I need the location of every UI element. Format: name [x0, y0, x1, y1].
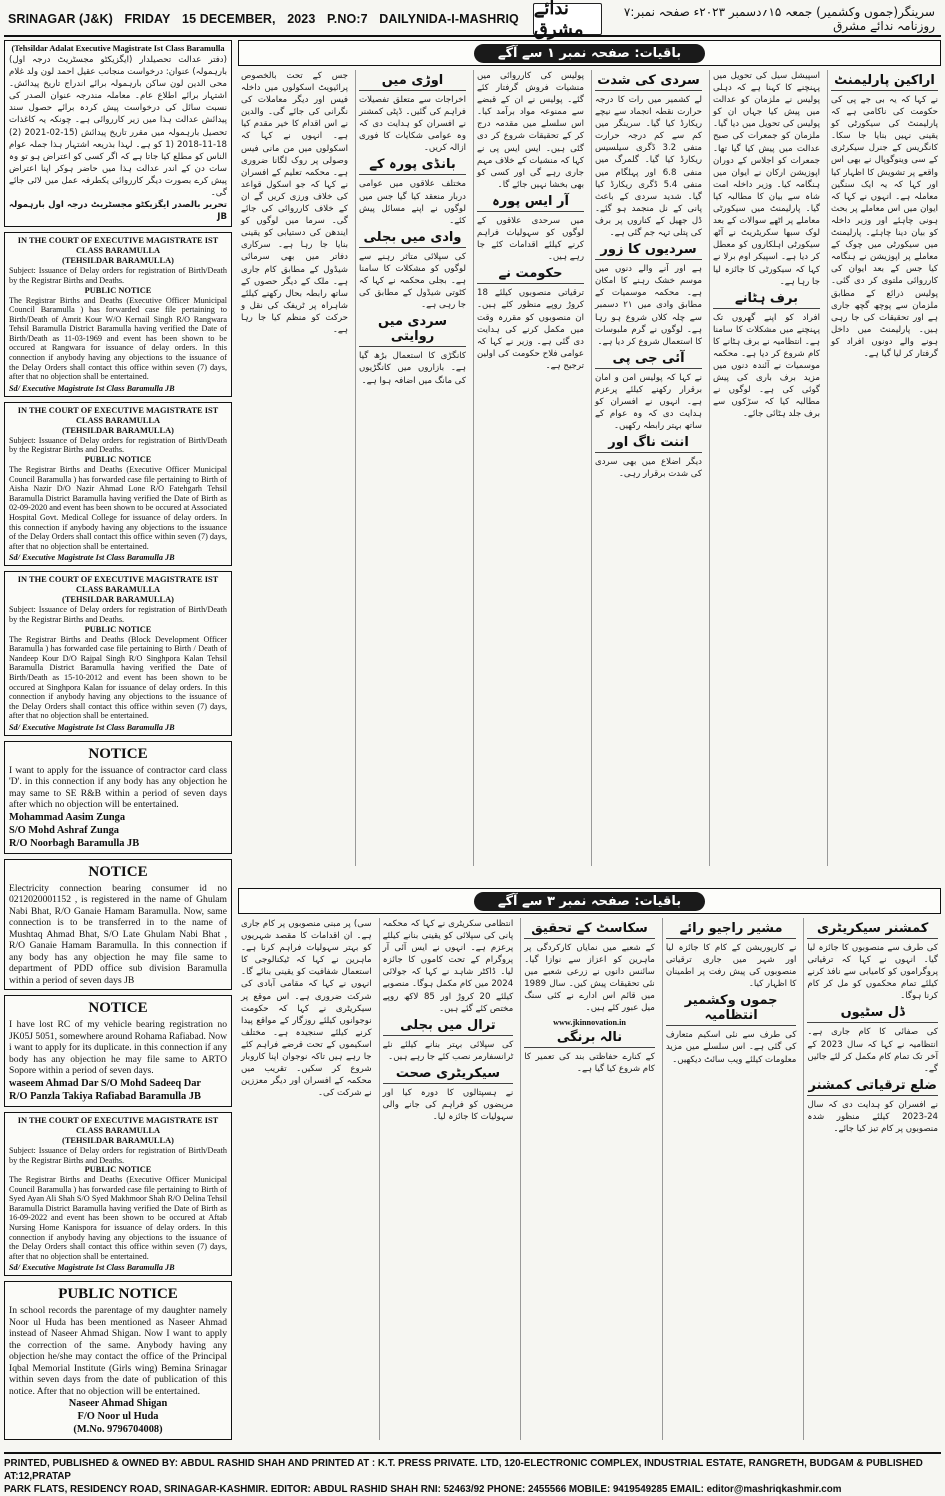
court-heading: CLASS BARAMULLA: [76, 415, 160, 425]
notice-body: (دفتر عدالت تحصیلدار (ایگزیکٹو مجسٹریٹ درجہ اول) بارہمولہ) عنوان: درخواست منجانب عقیل احمد لون ولد غلام محی الدین لون ساکن بارہمولہ برائے اندراج تاریخ پیدائش۔ اشتہار برائے اطلاع عام۔ معاملہ مندرجہ عنوان الصدر کی نسبت سائل کی درخواست پیش کردہ برائے حصول سند پیدائش عدالت ہذا میں زیر کارروائی ہے۔ چونکہ یہ کاغذات تحصیل بارہمولہ میں مقرر تاریخ پیدائش (15-02-2021 (2) 18-11-2018 (1 کو ہے۔ لہذا بذریعہ اشتہار ہذا جملہ عوام الناس کو مطلع کیا جاتا ہے کہ اگر کسی کو اعتراض ہو تو وہ سات دن کے اندر عدالت ہذا میں حاضر ہوکر اپنا اعتراض پیش کرے بصورت دیگر کارروائی یکطرفہ عمل میں لائی جائے گی۔: [9, 55, 228, 199]
article-headline: اراکین پارلیمنٹ: [831, 73, 938, 91]
court-heading: (TEHSILDAR BARAMULLA): [62, 595, 174, 605]
rc-lost-notice: [4, 995, 232, 1107]
notice-body: I have lost RC of my vehicle bearing registration no JK05J 5051, somewhere around Rohama Rafiabad. Now i want to apply for its duplicate. in this connection if any body has any objection he may file same to ARTO Sopore within a period of seven days.: [9, 1019, 227, 1077]
article-text: کے کنارے حفاظتی بند کی تعمیر کا کام شروع کیا گیا ہے۔: [524, 1052, 655, 1075]
article-text: کے شعبے میں نمایاں کارکردگی پر ماہرین کو اعزاز سے نوازا گیا۔ سائنس دانوں نے زرعی شعبے میں نئی تحقیقات پیش کیں۔ سال 1989 میں قائم اس ادارے نے کئی سنگ میل عبور کئے ہیں۔: [524, 943, 655, 1014]
applicant-name: Mohammad Aasim Zunga: [9, 811, 126, 823]
tehsildar-urdu-notice: [4, 40, 232, 227]
website-link[interactable]: www.jkinnovation.in: [553, 1017, 626, 1027]
imprint-line-2: PARK FLATS, RESIDENCY ROAD, SRINAGAR-KASHMIR. EDITOR: ABDUL RASHID SHAH RNI: 52463/92 PHONE: 2455566 MOBILE: 9419549285 EMAIL: editor@mashriqkashmir.com: [4, 1484, 842, 1495]
masthead-page-no: P.NO:7: [326, 12, 368, 26]
article-headline: نالہ برنگی: [524, 1030, 655, 1048]
article-text: انتظامی سکریٹری نے کہا کہ محکمہ پانی کی سپلائی کو یقینی بنانے کیلئے پرعزم ہے۔ انہوں نے ایس آئی آر پروگرام کے تحت کاموں کا جائزہ لیا۔ ڈاکٹر شاہد نے کہا کہ جولائی 2024 میں کام مکمل ہوگا۔ منصوبے کیلئے 20 کروڑ اور 85 لاکھ روپے مختص کئے گئے ہیں۔: [382, 919, 514, 1014]
applicant-address: R/O Panzla Takiya Rafiabad Baramulla JB: [9, 1090, 201, 1102]
article-headline: آئی جی پی: [595, 351, 702, 369]
public-notice-school: [4, 1281, 232, 1440]
public-notice-label: PUBLIC NOTICE: [84, 1165, 152, 1175]
court-notice-1: [4, 232, 232, 397]
article-column: [379, 918, 517, 1440]
article-headline: مشیر راجیو رائے: [666, 921, 797, 939]
article-column: [520, 918, 658, 1440]
article-headline: اننت ناگ اور: [595, 435, 702, 453]
article-text: افراد کو اپنے گھروں تک پہنچنے میں مشکلات کا سامنا ہے۔ انتظامیہ نے برف ہٹانے کا کام شروع کر دیا ہے۔ محکمہ موسمیات نے آئندہ دنوں میں مزید برف باری کی پیش گوئی کی ہے۔ لوگوں نے مطالبہ کیا کہ سڑکوں سے برف جلد ہٹائی جائے۔: [713, 312, 820, 420]
notice-body: In school records the parentage of my daughter namely Noor ul Huda has been mentioned as Naseer Ahmad instead of Naseer Ahmad Shigan. Now I want to apply the correction of the same. Anybody having any objection he/she may contact the office of the Principal Iqbal Memorial Institute (Girls wing) Bemina Srinagar within seven days from the date of publication of this notice. After that no objection will be entertained.: [9, 1305, 227, 1397]
court-body: The Registrar Births and Deaths (Block Development Officer Baramulla ) has forwarded case file pertaining to Birth / Death of Nandeep Kour D/O Rajpal Singh R/O Singhpora Kalan Tehsil Baramulla District Baramulla having verified the Date of Birth/Death as 15-10-2012 and event has been shown to be occured at Singhpora Kalan for issuance of delay orders. In this connection if anybody having any objections to the issuance of the Delay Orders shall contact this office within seven (7) days, after that no objection shall be entertained.: [9, 634, 227, 721]
notice-heading: (Tehsildar Adalat Executive Magistrate Ist Class Baramulla: [11, 44, 225, 53]
article-headline: ڈل سٹیوں: [807, 1005, 938, 1023]
article-headline: حکومت نے: [477, 266, 584, 284]
article-text: ہے اور آنے والے دنوں میں موسم خشک رہنے کا امکان ہے۔ محکمہ موسمیات کے مطابق وادی میں ۲۱ دسمبر سے چلہ کلاں شروع ہو رہا ہے۔ لوگوں نے گرم ملبوسات کا استعمال شروع کر دیا ہے۔: [595, 264, 703, 347]
article-headline: وادی میں بجلی: [359, 230, 466, 248]
court-subject: Subject: Issuance of Delay orders for registration of Birth/Death by the Registrar Births and Deaths.: [9, 266, 227, 285]
court-heading: IN THE COURT OF EXECUTIVE MAGISTRATE IST: [17, 575, 219, 585]
court-heading: (TEHSILDAR BARAMULLA): [62, 425, 174, 435]
article-headline: ترال میں بجلی: [383, 1018, 514, 1036]
article-headline: سردی میں روایتی: [359, 314, 466, 347]
notice-signature: تحریر بالصدر ایگزیکٹو مجسٹریٹ درجہ اول بارہمولہ JB: [9, 200, 227, 223]
article-headline: جموں وکشمیر انتظامیہ: [666, 993, 797, 1026]
article-headline: آر ایس پورہ: [477, 194, 584, 212]
section-banner-label: باقیات: صفحہ نمبر ۳ سے آگے: [474, 892, 705, 911]
applicant-parent: F/O Noor ul Huda: [77, 1411, 159, 1423]
imprint-line-1: PRINTED, PUBLISHED & OWNED BY: ABDUL RASHID SHAH AND PRINTED AT : K.T. PRESS PRIVATE. LTD, 120-ELECTRONIC COMPLEX, INDUSTRIAL ESTATE, RANGRETH, BUDGAM & PUBLISHED AT:12,PRATAP: [4, 1458, 923, 1482]
court-notice-3: [4, 571, 232, 736]
article-text: مختلف علاقوں میں عوامی دربار منعقد کیا گیا جس میں لوگوں نے اپنے مسائل پیش کئے۔: [359, 179, 466, 226]
court-heading: CLASS BARAMULLA: [76, 246, 160, 256]
article-text: کی صفائی کا کام جاری ہے۔ انتظامیہ نے کہا کہ سال 2023 کے آخر تک تمام کام مکمل کر لئے جائیں گے۔: [807, 1027, 938, 1074]
article-text: لے کشمیر میں رات کا درجہ حرارت نقطہ انجماد سے نیچے ریکارڈ کیا گیا۔ سرینگر میں کم سے کم درجہ حرارت منفی 3.2 ڈگری سیلسیس ریکارڈ کیا گیا۔ گلمرگ میں منفی 6.8 اور پہلگام میں منفی 5.4 ڈگری ریکارڈ کیا گیا۔ شدید سردی کے باعث پانی کے نل منجمد ہو گئے۔ ڈل جھیل کے کناروں پر برف کی پتلی تہہ جم گئی ہے۔: [595, 95, 702, 239]
public-notice-label: PUBLIC NOTICE: [84, 624, 152, 634]
article-text: ترقیاتی منصوبوں کیلئے 18 کروڑ روپے منظور کئے ہیں۔ ان منصوبوں کو مقررہ وقت میں مکمل کرنے کی ہدایت دی گئی ہے۔ وزیر نے کہا کہ عوامی فلاح حکومت کی اولین ترجیح ہے۔: [477, 288, 584, 371]
article-column: [355, 70, 469, 866]
applicant-mobile: (M.No. 9796704008): [73, 1424, 163, 1436]
article-column: [827, 70, 941, 866]
applicant-address: R/O Noorbagh Baramulla JB: [9, 837, 140, 849]
court-signature: Sd/ Executive Magistrate Ist Class Baramulla JB: [9, 1263, 175, 1273]
article-headline: سردیوں کا زور: [595, 242, 702, 260]
applicant-parent: S/O Mohd Ashraf Zunga: [9, 824, 119, 836]
court-heading: CLASS BARAMULLA: [76, 1125, 160, 1135]
article-text: کی سپلائی متاثر رہنے سے لوگوں کو مشکلات کا سامنا ہے۔ بجلی محکمہ نے کہا کہ کٹوتی شیڈول کے مطابق کی جا رہی ہے۔: [359, 251, 466, 311]
article-column: [662, 918, 800, 1440]
notice-title: NOTICE: [88, 863, 148, 880]
continuation-section-bottom: [238, 888, 941, 1443]
court-heading: IN THE COURT OF EXECUTIVE MAGISTRATE IST: [17, 405, 219, 415]
article-text: نے ہسپتالوں کا دورہ کیا اور مریضوں کو فراہم کی جانے والی سہولیات کا جائزہ لیا۔: [382, 1087, 514, 1123]
article-text: پولیس کی کارروائی میں منشیات فروش گرفتار کئے گئے۔ پولیس نے ان کے قبضے سے ممنوعہ مواد برآمد کیا۔ اس سلسلے میں مقدمہ درج کر کے تحقیقات شروع کر دی گئی ہیں۔ ایس ایس پی نے کہا کہ منشیات کے خلاف مہم جاری رہے گی اور کسی کو بھی بخشا نہیں جائے گا۔: [477, 71, 584, 190]
article-text: کی سپلائی بہتر بنانے کیلئے نئے ٹرانسفارمر نصب کئے جا رہے ہیں۔: [382, 1039, 514, 1062]
newspaper-logo: ندائے مشرق: [533, 3, 602, 35]
article-text: نے افسران کو ہدایت دی کہ سال 24-2023 کیلئے منظور شدہ منصوبوں پر کام تیز کیا جائے۔: [807, 1099, 938, 1135]
court-subject: Subject: Issuance of Delay orders for registration of Birth/Death by the Registrar Births and Deaths.: [9, 435, 227, 455]
court-body: The Registrar Births and Deaths (Executive Officer Municipal Council Baramulla ) has forwarded case file pertaining to Birth of Aisha Nazir D/O Nazir Ahmad Lone R/O Fatehgarh Tehsil Baramulla District Baramulla having verified the Date of Birth as 02-09-2020 and event has been shown to be occured at Associated Hospital Govt. Medical College for issuance of delay orders. In this connection if anybody having any objections to the issuance of the Delay Orders shall contact this office within seven (7) days, after that no objection shall be entertained.: [9, 465, 227, 551]
contractor-card-notice: [4, 741, 232, 854]
imprint-footer: [4, 1452, 941, 1495]
article-headline: بانڈی پورہ کے: [359, 157, 466, 175]
applicant-name: Naseer Ahmad Shigan: [68, 1398, 168, 1410]
court-notice-4: [4, 1112, 232, 1277]
masthead-day: FRIDAY: [124, 12, 171, 26]
electricity-notice: [4, 859, 232, 991]
applicant-name: waseem Ahmad Dar S/O Mohd Sadeeq Dar: [9, 1077, 202, 1089]
article-column: [803, 918, 941, 1440]
court-signature: Sd/ Executive Magistrate Ist Class Baramulla JB: [9, 553, 175, 563]
continuation-section-top: [238, 40, 941, 870]
court-notice-2: [4, 402, 232, 567]
article-text: اخراجات سے متعلق تفصیلات فراہم کی گئیں۔ ڈپٹی کمشنر نے افسران کو ہدایت دی کہ وہ عوامی شکایات کا فوری ازالہ کریں۔: [359, 95, 466, 154]
court-signature: Sd/ Executive Magistrate Ist Class Baramulla JB: [9, 722, 175, 732]
masthead-paper-name: DAILYNIDA-I-MASHRIQ: [379, 12, 519, 26]
article-text: نے کہا کہ پولیس امن و امان برقرار رکھنے کیلئے پرعزم ہے۔ انہوں نے افسران کو ہدایت دی کہ وہ عوام کے ساتھ بہتر رابطہ رکھیں۔: [595, 372, 702, 432]
article-text: دیگر اضلاع میں بھی سردی کی شدت برقرار رہی۔: [595, 457, 702, 480]
article-headline: اوڑی میں: [359, 73, 466, 91]
article-text: جس کے تحت بالخصوص پرائیویٹ اسکولوں میں داخلہ فیس اور دیگر معاملات کی نگرانی کی جائے گی۔ والدین نے اس اقدام کا خیر مقدم کیا ہے۔ انہوں نے کہا کہ اسکولوں میں من مانی فیس وصولی پر روک لگانا ضروری ہے۔ محکمہ تعلیم کے افسران نے کہا کہ جو اسکول قواعد کی خلاف ورزی کریں گے ان کے خلاف کارروائی کی جائے گی۔ سرما میں لوگوں کو ایندھن کی دستیابی کو یقینی بنایا جا رہا ہے۔ سرکاری دفاتر میں بھی سرمائی شیڈول کے مطابق کام جاری ہے۔ ملک کے دیگر حصوں کے ساتھ رابطہ بحال رکھنے کیلئے شاہراہ پر ٹریفک کی نقل و حرکت کو منظم کیا جا رہا ہے۔: [241, 71, 348, 335]
masthead-info: [4, 12, 527, 26]
article-text: کی طرف سے نئی اسکیم متعارف کی گئی ہے۔ اس سلسلے میں مزید معلومات کیلئے ویب سائٹ دیکھیں۔: [665, 1030, 797, 1065]
masthead-year: 2023: [287, 12, 316, 26]
masthead-date: 15 DECEMBER,: [182, 12, 276, 26]
notice-body: Electricity connection bearing consumer id no 0212020001152 , is registered in the name of Ghulam Nabi Bhat, R/O Ganaie Hamam Baramulla. Now, same connection is to be transferred in to the name of Mushtaq Ahmad Bhat, S/O Late Ghulam Nabi Bhat , R/O Ganaie Hamam Baramulla. In this connection if any body has any objection he may file same to department of PDD office sub division Baramulla within a period of seven days JB: [9, 882, 227, 986]
article-headline: کمشنر سیکریٹری: [807, 921, 938, 939]
article-column: [591, 70, 705, 866]
section-banner: [238, 888, 941, 914]
article-text: اسپیشل سیل کی تحویل میں پہنچنے کا کہنا ہے کہ دہلی پولیس نے ملزمان کو عدالت میں پیش کیا جہاں ان کو پولیس کی تحویل میں دیا گیا۔ ملزمان کو جمعرات کی صبح عدالت میں پیش کیا گیا تھا۔ جمعرات کو اجلاس کے دوران اپوزیشن ارکان نے ایوان میں ہنگامہ کیا۔ وزیر داخلہ امت شاہ سے بیان کا مطالبہ کیا گیا۔ پارلیمنٹ میں سیکورٹی معاملے پر اٹھے سوالات کے بعد لوک سبھا سکریٹریٹ نے آٹھ سیکورٹی اہلکاروں کو معطل کر دیا ہے۔ اسپیکر اوم برلا نے کہا کہ سیکورٹی کا جائزہ لیا جا رہا ہے۔: [713, 71, 820, 287]
notice-title: NOTICE: [88, 1000, 148, 1017]
court-heading: IN THE COURT OF EXECUTIVE MAGISTRATE IST: [17, 1115, 219, 1125]
article-headline: سیکریٹری صحت: [383, 1066, 514, 1084]
article-text: کی طرف سے منصوبوں کا جائزہ لیا گیا۔ انہوں نے کہا کہ ترقیاتی پروگراموں کو کامیابی سے نافذ کرنے کیلئے تمام محکموں کو مل کر کام کرنا ہوگا۔: [807, 943, 938, 1002]
court-body: The Registrar Births and Deaths (Executive Officer Municipal Council Baramulla ) has forwarded case file pertaining to Birth of Syed Ayan Ali Shah S/O Syed Makhmoor Shah R/O Delina Tehsil Baramulla District Baramulla having verified the Date of Birth as 16-09-2022 and event has been shown to be occured at Aftab Nursing Home Kanispora for issuance of delay orders. In this connection if anybody having any objections to the issuance of the Delay Orders shall contact this office within seven (7) days, after that no objection shall be entertained.: [9, 1175, 227, 1261]
court-body: The Registrar Births and Deaths (Executive Officer Municipal Council Baramulla ) has forwarded case file pertaining to Birth/Death of Amrit Kour W/O Kernail Singh R/O Rangwara Tehsil Baramulla District Baramulla having verified the Date of Birth/Death as 11-03-1969 and event has been shown to be occured at Rangwara for issuance of delay orders. In this connection if anybody having any objections to the issuance of the Delay Orders shall contact this office within seven (7) days, after that no objection shall be entertained.: [9, 295, 227, 382]
article-headline: ضلع ترقیاتی کمشنر: [807, 1078, 938, 1096]
masthead-location: SRINAGAR (J&K): [8, 12, 113, 26]
article-text: کانگڑی کا استعمال بڑھ گیا ہے۔ بازاروں میں کانگڑیوں کی مانگ میں اضافہ ہوا ہے۔: [359, 351, 466, 386]
public-notice-label: PUBLIC NOTICE: [84, 455, 152, 465]
court-heading: (TEHSILDAR BARAMULLA): [62, 1135, 174, 1145]
notice-body: I want to apply for the issuance of contractor card class 'D'. in this connection if any body has any objection he may same to SE R&B within a period of seven days after which no objection will be entertained.: [9, 764, 227, 811]
court-heading: IN THE COURT OF EXECUTIVE MAGISTRATE IST: [17, 236, 219, 246]
article-column: [709, 70, 823, 866]
court-subject: Subject: Issuance of Delay orders for registration of Birth/Death by the Registrar Births and Deaths.: [9, 1145, 227, 1165]
notice-title: PUBLIC NOTICE: [58, 1286, 178, 1303]
court-heading: (TEHSILDAR BARAMULLA): [62, 256, 174, 266]
article-column: [238, 918, 375, 1440]
public-notice-label: PUBLIC NOTICE: [84, 285, 152, 295]
masthead: [4, 0, 941, 39]
notices-column: [4, 40, 232, 1445]
article-text: سی) پر مبنی منصوبوں پر کام جاری ہے۔ ان اقدامات کا مقصد شہریوں کو بہتر سہولیات فراہم کرنا ہے۔ ماہرین نے کہا کہ ٹیکنالوجی کا استعمال شفافیت کو یقینی بنائے گا۔ انہوں نے کہا کہ مقامی آبادی کی شرکت ضروری ہے۔ اس موقع پر سیکریٹری نے کہا کہ حکومت نوجوانوں کیلئے روزگار کے مواقع پیدا کرنے کیلئے سنجیدہ ہے۔ مختلف اسکیموں کے تحت قرضے فراہم کئے جا رہے ہیں تاکہ نوجوان اپنا کاروبار شروع کر سکیں۔ تقریب میں محکمہ کے افسران اور دیگر معززین نے شرکت کی۔: [241, 919, 372, 1099]
notice-title: NOTICE: [88, 745, 148, 762]
section-banner: [238, 40, 941, 66]
article-column: [473, 70, 587, 866]
masthead-urdu: سرینگر(جموں وکشمیر) جمعہ ۱۵؍دسمبر ۲۰۲۳ء صفحہ نمبر:۷ روزنامہ ندائے مشرق: [623, 5, 935, 33]
article-text: نے کہا کہ یہ بی جے پی کی حکومت کی ناکامی ہے کہ پارلیمنٹ کی سیکورٹی کو یقینی نہیں بنایا جا سکا۔ کانگریس کے جنرل سیکرٹری کے سی وینوگوپال نے بھی اس واقعے پر تشویش کا اظہار کیا اور کہا کہ یہ ایک سنگین معاملہ ہے۔ انہوں نے کہا کہ ایوان میں اس معاملے پر بحث ہونی چاہئے اور وزیر داخلہ کو بیان دینا چاہئے۔ پارلیمنٹ میں سیکورٹی میں چوک کے معاملے پر اپوزیشن نے ہنگامہ کیا جس کے بعد ایوان کی کارروائی ملتوی کر دی گئی۔ پولیس ذرائع کے مطابق ملزمان سے پوچھ گچھ جاری ہے اور تحقیقات کی جا رہی ہیں۔ پارلیمنٹ میں داخل ہونے والے دونوں افراد کو گرفتار کر لیا گیا ہے۔: [831, 95, 938, 359]
section-banner-label: باقیات: صفحہ نمبر ۱ سے آگے: [474, 44, 705, 63]
court-heading: CLASS BARAMULLA: [76, 585, 160, 595]
article-text: میں سرحدی علاقوں کے لوگوں کو سہولیات فراہم کرنے کیلئے اقدامات کئے جا رہے ہیں۔: [477, 215, 584, 263]
court-subject: Subject: Issuance of Delay orders for registration of Birth/Death by the Registrar Births and Deaths.: [9, 605, 227, 624]
main-content: [238, 40, 941, 1445]
article-text: نے کارپوریشن کے کام کا جائزہ لیا اور شہر میں جاری ترقیاتی منصوبوں کی پیش رفت پر اطمینان کا اظہار کیا۔: [665, 943, 797, 990]
article-headline: برف ہٹانے: [713, 291, 820, 309]
article-headline: سکاسٹ کے تحقیق: [524, 921, 655, 939]
article-headline: سردی کی شدت: [595, 73, 702, 91]
court-signature: Sd/ Executive Magistrate Ist Class Baramulla JB: [9, 383, 175, 393]
article-column: [238, 70, 351, 866]
